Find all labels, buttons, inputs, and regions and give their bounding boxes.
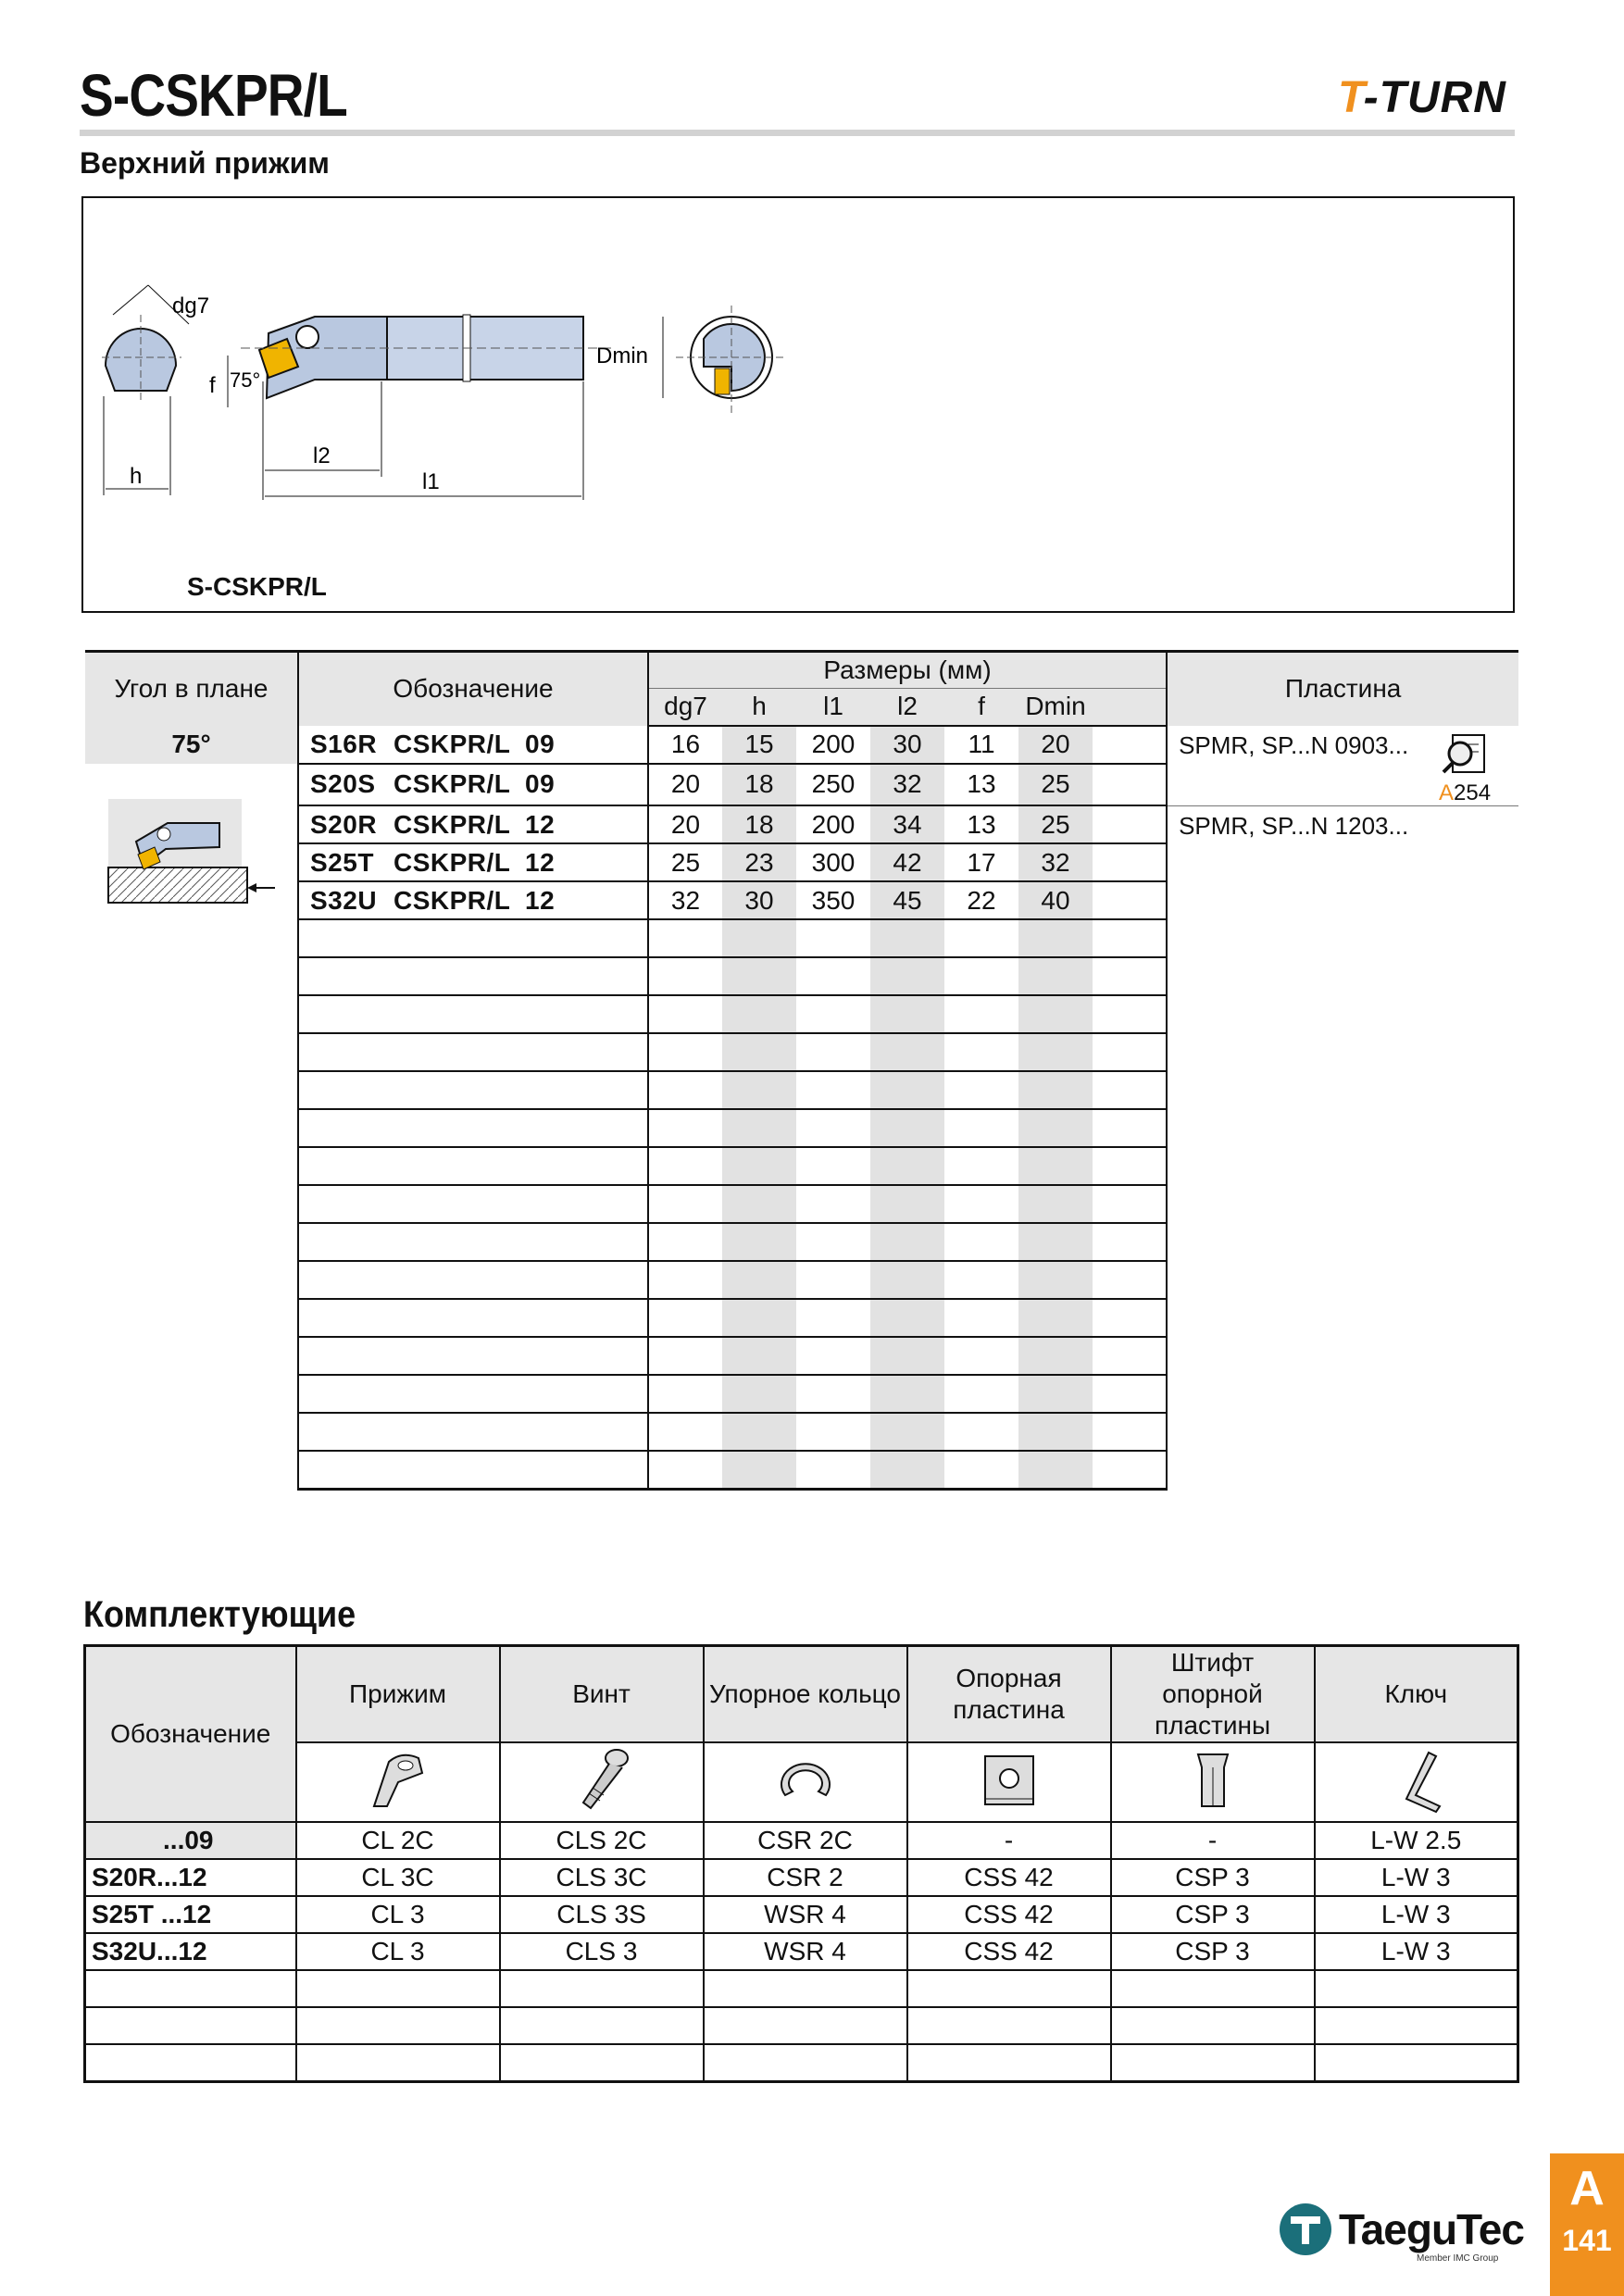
dim-cell: 45 — [870, 881, 944, 919]
dim-cell — [648, 1071, 722, 1109]
dim-cell — [1093, 1109, 1167, 1147]
col-h: h — [722, 689, 796, 726]
dim-cell — [648, 1413, 722, 1451]
dim-l1: l1 — [422, 469, 440, 494]
dim-dmin: Dmin — [596, 343, 649, 368]
acc-col-pin: Штифт опорной пластины — [1111, 1646, 1315, 1743]
screw-icon — [500, 1742, 704, 1822]
accessory-cell — [1111, 1970, 1315, 2007]
dim-cell: 25 — [1018, 764, 1093, 806]
dim-cell — [722, 1261, 796, 1299]
page-subtitle: Верхний прижим — [80, 146, 330, 180]
dim-cell: 18 — [722, 805, 796, 843]
dim-cell: 11 — [944, 726, 1018, 764]
dim-cell — [722, 919, 796, 957]
dim-cell — [796, 1109, 870, 1147]
dim-cell — [870, 1337, 944, 1375]
dim-cell — [870, 1261, 944, 1299]
dim-cell — [796, 995, 870, 1033]
dim-cell — [796, 1033, 870, 1071]
dim-cell — [1018, 1033, 1093, 1071]
accessory-cell — [704, 1970, 907, 2007]
dim-cell — [796, 1337, 870, 1375]
dim-cell — [870, 1109, 944, 1147]
dim-cell — [1093, 995, 1167, 1033]
dim-cell — [944, 1109, 1018, 1147]
dim-cell: 30 — [722, 881, 796, 919]
dim-cell — [648, 1223, 722, 1261]
dim-cell — [1018, 995, 1093, 1033]
insert-text: SPMR, SP...N 1203... — [1179, 811, 1409, 840]
logo-subtext: Member IMC Group — [1417, 2253, 1499, 2264]
designation-part: 12 — [525, 885, 556, 915]
dim-f: f — [209, 373, 216, 398]
designation-part: S20R — [310, 809, 378, 839]
designation-part: 12 — [525, 809, 556, 839]
dim-cell: 20 — [1018, 726, 1093, 764]
accessory-cell: L-W 3 — [1315, 1933, 1518, 1970]
accessory-cell: CL 3C — [296, 1859, 500, 1896]
accessory-cell — [907, 1970, 1111, 2007]
designation-cell — [298, 1109, 648, 1147]
accessory-cell: - — [907, 1822, 1111, 1859]
clamp-icon — [296, 1742, 500, 1822]
accessory-cell — [907, 2044, 1111, 2081]
angle-value: 75° — [85, 726, 298, 764]
dim-cell — [944, 957, 1018, 995]
designation-cell — [298, 1147, 648, 1185]
dim-cell — [796, 1147, 870, 1185]
logo-text: TaeguTec — [1339, 2205, 1524, 2253]
page-number: 141 — [1562, 2224, 1612, 2257]
dim-cell — [722, 1375, 796, 1413]
dim-cell — [1093, 1375, 1167, 1413]
accessories-table — [83, 1644, 1519, 2083]
accessory-cell — [1315, 2044, 1518, 2081]
boring-illustration — [99, 795, 284, 925]
col-f: f — [944, 689, 1018, 726]
acc-col-ring: Упорное кольцо — [704, 1646, 907, 1743]
accessory-designation — [85, 2007, 296, 2044]
dim-cell — [722, 1337, 796, 1375]
dim-cell — [1018, 1451, 1093, 1489]
accessory-cell — [500, 2007, 704, 2044]
dim-cell: 17 — [944, 843, 1018, 881]
dim-cell — [1093, 919, 1167, 957]
dim-cell — [1018, 1223, 1093, 1261]
section-letter: A — [1569, 2162, 1605, 2215]
dim-cell — [796, 1185, 870, 1223]
designation-cell — [298, 995, 648, 1033]
tool-drawing — [93, 278, 796, 518]
dim-cell — [796, 1261, 870, 1299]
accessories-title: Комплектующие — [83, 1594, 356, 1635]
accessory-designation: ...09 — [85, 1822, 296, 1859]
dim-cell — [870, 1299, 944, 1337]
designation-part: 09 — [525, 729, 556, 758]
col-insert: Пластина — [1167, 652, 1518, 726]
dim-cell — [1093, 1223, 1167, 1261]
insert-cell — [1167, 726, 1518, 806]
dim-cell — [870, 957, 944, 995]
dim-cell — [944, 1451, 1018, 1489]
dim-cell — [1018, 1299, 1093, 1337]
designation-part: 12 — [525, 847, 556, 877]
tool-table — [85, 650, 1518, 1491]
dim-cell — [944, 1337, 1018, 1375]
dim-angle: 75° — [230, 368, 261, 392]
taegutec-logo — [1278, 2202, 1524, 2264]
dim-cell — [722, 1147, 796, 1185]
accessory-cell — [704, 2044, 907, 2081]
dim-cell: 200 — [796, 805, 870, 843]
designation-cell — [298, 1223, 648, 1261]
col-l2: l2 — [870, 689, 944, 726]
accessory-row — [85, 1970, 1518, 2007]
brand-logo — [1338, 72, 1506, 123]
dim-cell: 32 — [648, 881, 722, 919]
acc-col-key: Ключ — [1315, 1646, 1518, 1743]
accessory-cell: WSR 4 — [704, 1896, 907, 1933]
dim-l2: l2 — [313, 443, 331, 468]
dim-cell: 32 — [870, 764, 944, 806]
dim-cell — [796, 1299, 870, 1337]
designation-cell — [298, 1033, 648, 1071]
accessory-cell: L-W 2.5 — [1315, 1822, 1518, 1859]
page-tab — [1550, 2153, 1624, 2296]
designation-cell — [298, 1337, 648, 1375]
dim-cell — [1018, 1375, 1093, 1413]
dim-cell: 22 — [944, 881, 1018, 919]
accessory-cell: CLS 3S — [500, 1896, 704, 1933]
accessory-cell — [1315, 1970, 1518, 2007]
acc-col-designation: Обозначение — [85, 1646, 296, 1823]
dim-cell — [944, 1071, 1018, 1109]
dim-cell — [1093, 1337, 1167, 1375]
drawing-label: S-CSKPR/L — [187, 572, 327, 601]
dim-cell — [796, 919, 870, 957]
dim-cell — [1093, 1147, 1167, 1185]
dim-cell — [1093, 957, 1167, 995]
accessory-designation: S25T ...12 — [85, 1896, 296, 1933]
dim-cell — [1018, 957, 1093, 995]
accessory-row — [85, 1859, 1518, 1896]
dim-cell — [944, 995, 1018, 1033]
dim-cell — [1018, 1147, 1093, 1185]
dim-cell — [648, 1147, 722, 1185]
accessory-cell: CSR 2 — [704, 1859, 907, 1896]
dim-cell — [1093, 843, 1167, 881]
dim-cell: 34 — [870, 805, 944, 843]
accessory-row — [85, 2044, 1518, 2081]
brand-prefix: T — [1338, 73, 1364, 122]
taegutec-logo-icon — [1278, 2202, 1333, 2257]
dim-cell — [870, 1147, 944, 1185]
dim-cell — [722, 1071, 796, 1109]
ref-prefix: A — [1439, 780, 1455, 805]
angle-illustration — [85, 764, 298, 1490]
dim-cell — [944, 1223, 1018, 1261]
dim-cell: 23 — [722, 843, 796, 881]
dim-cell — [648, 919, 722, 957]
designation-part: CSKPR/L — [394, 769, 511, 799]
accessory-cell: - — [1111, 1822, 1315, 1859]
tool-side-view — [228, 315, 611, 500]
dim-cell — [870, 1413, 944, 1451]
dim-cell: 20 — [648, 764, 722, 806]
dim-cell — [1093, 1033, 1167, 1071]
dim-dg7: dg7 — [172, 293, 210, 318]
designation-cell — [298, 1299, 648, 1337]
dim-cell — [1093, 726, 1167, 764]
designation-part: S20S — [310, 769, 376, 799]
accessory-cell — [1111, 2044, 1315, 2081]
accessory-designation — [85, 1970, 296, 2007]
designation-cell — [298, 881, 648, 919]
dim-cell — [1018, 1261, 1093, 1299]
accessory-cell: L-W 3 — [1315, 1859, 1518, 1896]
tool-front-view — [663, 306, 787, 417]
designation-cell — [298, 1451, 648, 1489]
col-designation: Обозначение — [298, 652, 648, 726]
dim-cell: 25 — [648, 843, 722, 881]
dim-cell — [722, 1109, 796, 1147]
ref-page[interactable]: 254 — [1454, 780, 1492, 805]
dim-cell — [870, 1185, 944, 1223]
col-dmin: Dmin — [1018, 689, 1093, 726]
brand-rest: -TURN — [1363, 73, 1506, 122]
accessory-cell: WSR 4 — [704, 1933, 907, 1970]
designation-cell — [298, 726, 648, 764]
designation-part: S25T — [310, 847, 374, 877]
accessory-cell — [296, 2007, 500, 2044]
designation-part: S32U — [310, 885, 378, 915]
dim-cell — [1018, 1109, 1093, 1147]
table-row — [85, 805, 1518, 843]
dim-cell — [1093, 1299, 1167, 1337]
dim-cell — [1093, 1261, 1167, 1299]
dim-cell — [944, 1261, 1018, 1299]
accessory-cell — [907, 2007, 1111, 2044]
accessory-cell — [704, 2007, 907, 2044]
dim-cell — [648, 957, 722, 995]
designation-part: 09 — [525, 769, 556, 799]
accessory-row — [85, 2007, 1518, 2044]
dim-cell: 40 — [1018, 881, 1093, 919]
dim-cell — [722, 995, 796, 1033]
dim-cell: 30 — [870, 726, 944, 764]
dim-cell: 32 — [1018, 843, 1093, 881]
col-angle: Угол в плане — [85, 652, 298, 726]
designation-cell — [298, 843, 648, 881]
dim-cell — [722, 1223, 796, 1261]
acc-col-screw: Винт — [500, 1646, 704, 1743]
dim-cell — [870, 1071, 944, 1109]
accessory-cell: CSP 3 — [1111, 1933, 1315, 1970]
dim-cell — [648, 1109, 722, 1147]
dim-cell — [722, 957, 796, 995]
dim-cell — [944, 1299, 1018, 1337]
accessory-designation: S32U...12 — [85, 1933, 296, 1970]
accessory-cell — [1315, 2007, 1518, 2044]
designation-part: S16R — [310, 729, 378, 758]
dim-cell — [944, 1185, 1018, 1223]
col-dims: Размеры (мм) — [648, 652, 1167, 689]
dim-cell — [1093, 881, 1167, 919]
dim-cell — [648, 1375, 722, 1413]
page-title: S-CSKPR/L — [80, 62, 347, 129]
dim-cell — [722, 1299, 796, 1337]
accessory-cell: CLS 3C — [500, 1859, 704, 1896]
dim-cell — [944, 1375, 1018, 1413]
key-icon — [1315, 1742, 1518, 1822]
accessory-row — [85, 1822, 1518, 1859]
dim-cell — [648, 1451, 722, 1489]
dim-cell — [1018, 1337, 1093, 1375]
dim-cell — [1018, 919, 1093, 957]
dim-cell: 300 — [796, 843, 870, 881]
accessory-cell: CL 2C — [296, 1822, 500, 1859]
accessory-cell: CSP 3 — [1111, 1859, 1315, 1896]
designation-part: CSKPR/L — [394, 809, 511, 839]
dim-cell — [1018, 1185, 1093, 1223]
dim-cell — [944, 919, 1018, 957]
dim-cell: 25 — [1018, 805, 1093, 843]
header-divider — [80, 130, 1515, 136]
accessory-cell: CSR 2C — [704, 1822, 907, 1859]
accessory-cell — [500, 2044, 704, 2081]
designation-part: CSKPR/L — [394, 885, 511, 915]
designation-cell — [298, 764, 648, 806]
dim-cell — [648, 1337, 722, 1375]
dim-cell — [796, 1071, 870, 1109]
acc-col-clamp: Прижим — [296, 1646, 500, 1743]
accessory-row — [85, 1896, 1518, 1933]
dim-cell — [944, 1147, 1018, 1185]
designation-cell — [298, 957, 648, 995]
dim-cell — [1093, 1071, 1167, 1109]
magnifier-book-icon[interactable] — [1440, 731, 1490, 776]
dim-cell: 250 — [796, 764, 870, 806]
dim-h: h — [130, 464, 143, 489]
dim-cell — [1093, 1413, 1167, 1451]
dim-cell: 200 — [796, 726, 870, 764]
dim-cell — [870, 1375, 944, 1413]
accessory-cell: CLS 2C — [500, 1822, 704, 1859]
dim-cell: 42 — [870, 843, 944, 881]
accessory-designation — [85, 2044, 296, 2081]
dim-cell: 350 — [796, 881, 870, 919]
accessory-cell: CLS 3 — [500, 1933, 704, 1970]
dim-cell — [796, 1375, 870, 1413]
dim-cell — [870, 1451, 944, 1489]
designation-part: CSKPR/L — [394, 847, 511, 877]
accessory-cell: CSS 42 — [907, 1896, 1111, 1933]
dim-cell — [1093, 764, 1167, 806]
dim-cell: 20 — [648, 805, 722, 843]
accessory-designation: S20R...12 — [85, 1859, 296, 1896]
stop-ring-icon — [704, 1742, 907, 1822]
accessory-row — [85, 1933, 1518, 1970]
designation-cell — [298, 1261, 648, 1299]
designation-cell — [298, 805, 648, 843]
dim-cell — [648, 1299, 722, 1337]
designation-cell — [298, 1071, 648, 1109]
dim-cell: 13 — [944, 764, 1018, 806]
dim-cell — [870, 1223, 944, 1261]
dim-cell — [796, 1451, 870, 1489]
dim-cell — [870, 919, 944, 957]
dim-cell — [722, 1033, 796, 1071]
accessory-cell — [500, 1970, 704, 2007]
dim-cell — [1093, 1451, 1167, 1489]
dim-cell — [722, 1413, 796, 1451]
designation-cell — [298, 1185, 648, 1223]
dim-cell — [722, 1451, 796, 1489]
dim-cell — [1093, 805, 1167, 843]
accessory-cell — [1111, 2007, 1315, 2044]
accessory-cell — [296, 1970, 500, 2007]
table-row — [85, 726, 1518, 764]
insert-cell — [1167, 805, 1518, 1489]
dim-cell — [1018, 1071, 1093, 1109]
dim-cell: 15 — [722, 726, 796, 764]
accessory-cell: CL 3 — [296, 1933, 500, 1970]
accessory-cell: L-W 3 — [1315, 1896, 1518, 1933]
dim-cell: 18 — [722, 764, 796, 806]
dim-cell: 13 — [944, 805, 1018, 843]
accessory-cell: CSS 42 — [907, 1859, 1111, 1896]
dim-cell — [944, 1033, 1018, 1071]
shim-pin-icon — [1111, 1742, 1315, 1822]
insert-text: SPMR, SP...N 0903... — [1179, 730, 1409, 759]
dim-cell — [648, 995, 722, 1033]
designation-cell — [298, 1375, 648, 1413]
accessory-cell: CSP 3 — [1111, 1896, 1315, 1933]
designation-cell — [298, 919, 648, 957]
dim-cell — [796, 1223, 870, 1261]
col-l1: l1 — [796, 689, 870, 726]
dim-cell — [796, 1413, 870, 1451]
designation-cell — [298, 1413, 648, 1451]
dim-cell — [722, 1185, 796, 1223]
dim-cell — [944, 1413, 1018, 1451]
dim-cell — [870, 995, 944, 1033]
dim-cell — [648, 1185, 722, 1223]
col-dg7: dg7 — [648, 689, 722, 726]
accessory-cell: CSS 42 — [907, 1933, 1111, 1970]
dim-cell — [870, 1033, 944, 1071]
dim-cell — [648, 1261, 722, 1299]
dim-cell: 16 — [648, 726, 722, 764]
accessory-cell — [296, 2044, 500, 2081]
acc-col-shim: Опорная пластина — [907, 1646, 1111, 1743]
accessory-cell: CL 3 — [296, 1896, 500, 1933]
dim-cell — [1018, 1413, 1093, 1451]
col-blank — [1093, 689, 1167, 726]
shim-icon — [907, 1742, 1111, 1822]
designation-part: CSKPR/L — [394, 729, 511, 758]
dim-cell — [648, 1033, 722, 1071]
dim-cell — [796, 957, 870, 995]
dim-cell — [1093, 1185, 1167, 1223]
